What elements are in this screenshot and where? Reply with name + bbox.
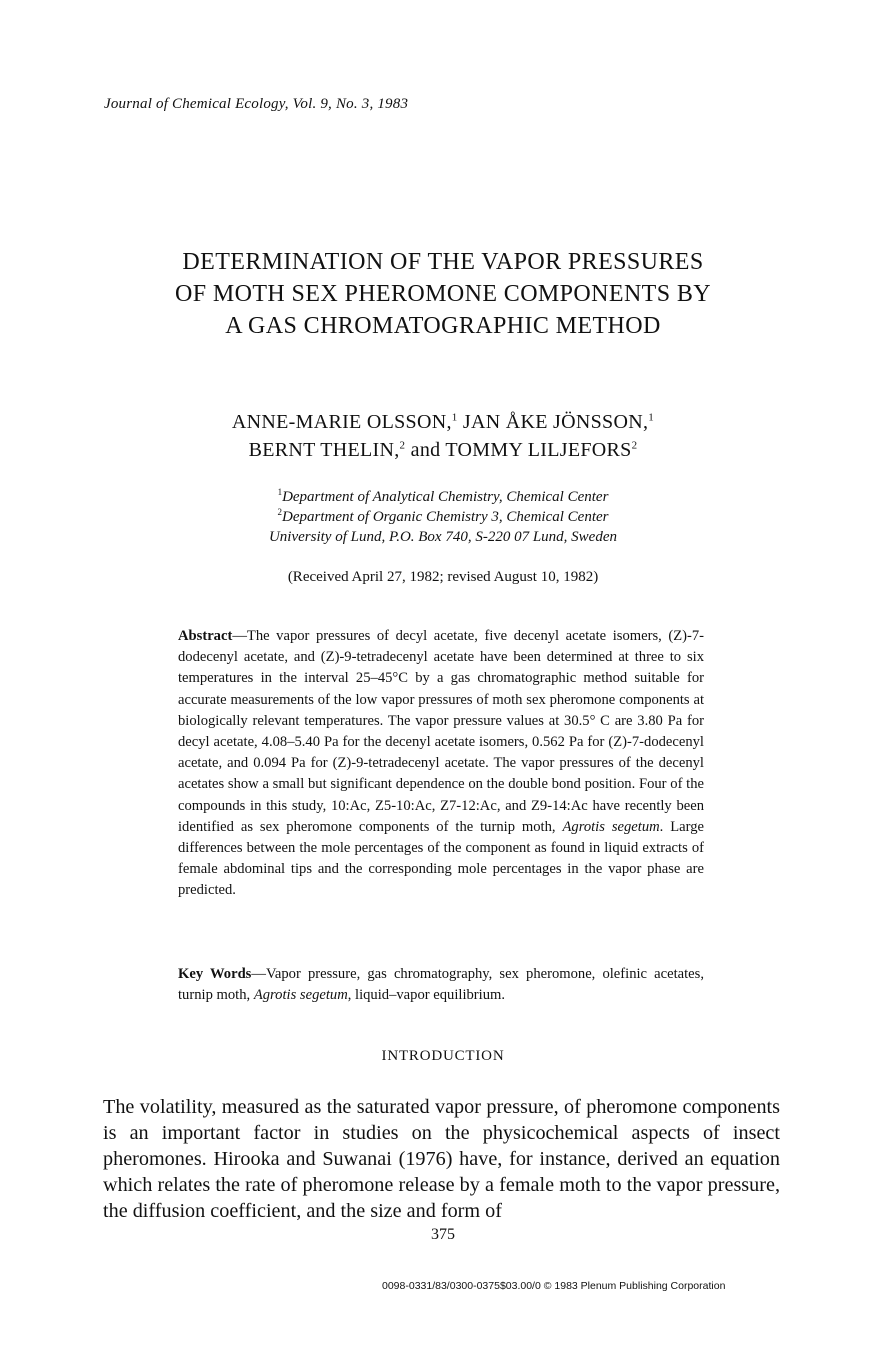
page-number: 375	[431, 1226, 455, 1243]
affiliation-marker: 2	[631, 439, 638, 452]
abstract-text: —The vapor pressures of decyl acetate, five decenyl acetate isomers, (Z)-7-dodecenyl acetate, and (Z)-9-tetradecenyl acetate have been determined at three to six temperatures in the interval 25–45°C by a gas chromatographic method suitable for accurate measurements of the low vapor pressures of moth sex pheromone components at biologically relevant temperatures. The vapor pressure values at 30.5° C are 3.80 Pa for decyl acetate, 4.08–5.40 Pa for the decenyl acetate isomers, 0.562 Pa for (Z)-7-dodecenyl acetate, and 0.094 Pa for (Z)-9-tetradecenyl acetate. The vapor pressures of the decenyl acetates show a small but significant dependence on the double bond position. Four of the compounds in this study, 10:Ac, Z5-10:Ac, Z7-12:Ac, and Z9-14:Ac have recently been identified as sex pheromone components of the turnip moth,	[178, 628, 704, 835]
affiliation-text: Department of Organic Chemistry 3, Chemical Center	[282, 509, 609, 525]
affiliation-marker: 1	[277, 487, 283, 497]
affiliation-marker: 1	[451, 411, 458, 424]
key-words	[178, 964, 704, 1006]
introduction-paragraph: The volatility, measured as the saturated vapor pressure, of pheromone components is an important factor in studies on the physicochemical aspects of insect pheromones. Hirooka and Suwanai (1976) have, for instance, derived an equation which relates the rate of pheromone release by a female moth to the vapor pressure, the diffusion coefficient, and the size and form of	[103, 1096, 780, 1222]
affiliation-line	[0, 487, 886, 507]
author-name: JAN ÅKE JÖNSSON,	[462, 411, 649, 433]
abstract-text-end: . Large differences between the mole percentages of the component as found in liquid extracts of female abdominal tips and the corresponding mole percentages in the vapor phase are predicted.	[178, 818, 705, 899]
affiliation-marker: 1	[648, 411, 655, 424]
affiliations	[0, 487, 886, 547]
title-line: OF MOTH SEX PHEROMONE COMPONENTS BY	[174, 281, 712, 307]
keywords-text: —Vapor pressure, gas chromatography, sex pheromone, olefinic acetates, turnip moth,	[178, 966, 704, 1004]
abstract-label: Abstract	[178, 628, 233, 644]
title-line: A GAS CHROMATOGRAPHIC METHOD	[225, 313, 661, 339]
author-conjunction: and	[410, 439, 441, 461]
species-name: Agrotis segetum	[253, 987, 348, 1004]
affiliation-line: University of Lund, P.O. Box 740, S-220 07 Lund, Sweden	[268, 529, 618, 545]
keywords-text-end: , liquid–vapor equilibrium.	[347, 987, 506, 1004]
author-line-1	[0, 408, 886, 436]
author-name: BERNT THELIN,	[248, 439, 400, 461]
copyright-footer: 0098-0331/83/0300-0375$03.00/0 © 1983 Plenum Publishing Corporation	[382, 1280, 726, 1292]
species-name: Agrotis segetum	[562, 818, 660, 835]
author-name: ANNE-MARIE OLSSON,	[231, 411, 452, 433]
abstract	[178, 626, 704, 902]
affiliation-marker: 2	[399, 439, 406, 452]
affiliation-line	[0, 507, 886, 527]
section-heading-introduction: INTRODUCTION	[381, 1048, 505, 1064]
keywords-label: Key Words	[178, 966, 252, 982]
title-line: DETERMINATION OF THE VAPOR PRESSURES	[182, 249, 704, 275]
author-line-2	[0, 436, 886, 464]
journal-citation: Journal of Chemical Ecology, Vol. 9, No. 3, 1983	[104, 96, 409, 112]
affiliation-marker: 2	[277, 507, 282, 517]
author-name: TOMMY LILJEFORS	[445, 439, 632, 461]
affiliation-text: Department of Analytical Chemistry, Chemical Center	[282, 489, 609, 505]
article-title	[0, 246, 886, 342]
received-dates: (Received April 27, 1982; revised August 10, 1982)	[287, 569, 599, 585]
author-list	[0, 408, 886, 464]
